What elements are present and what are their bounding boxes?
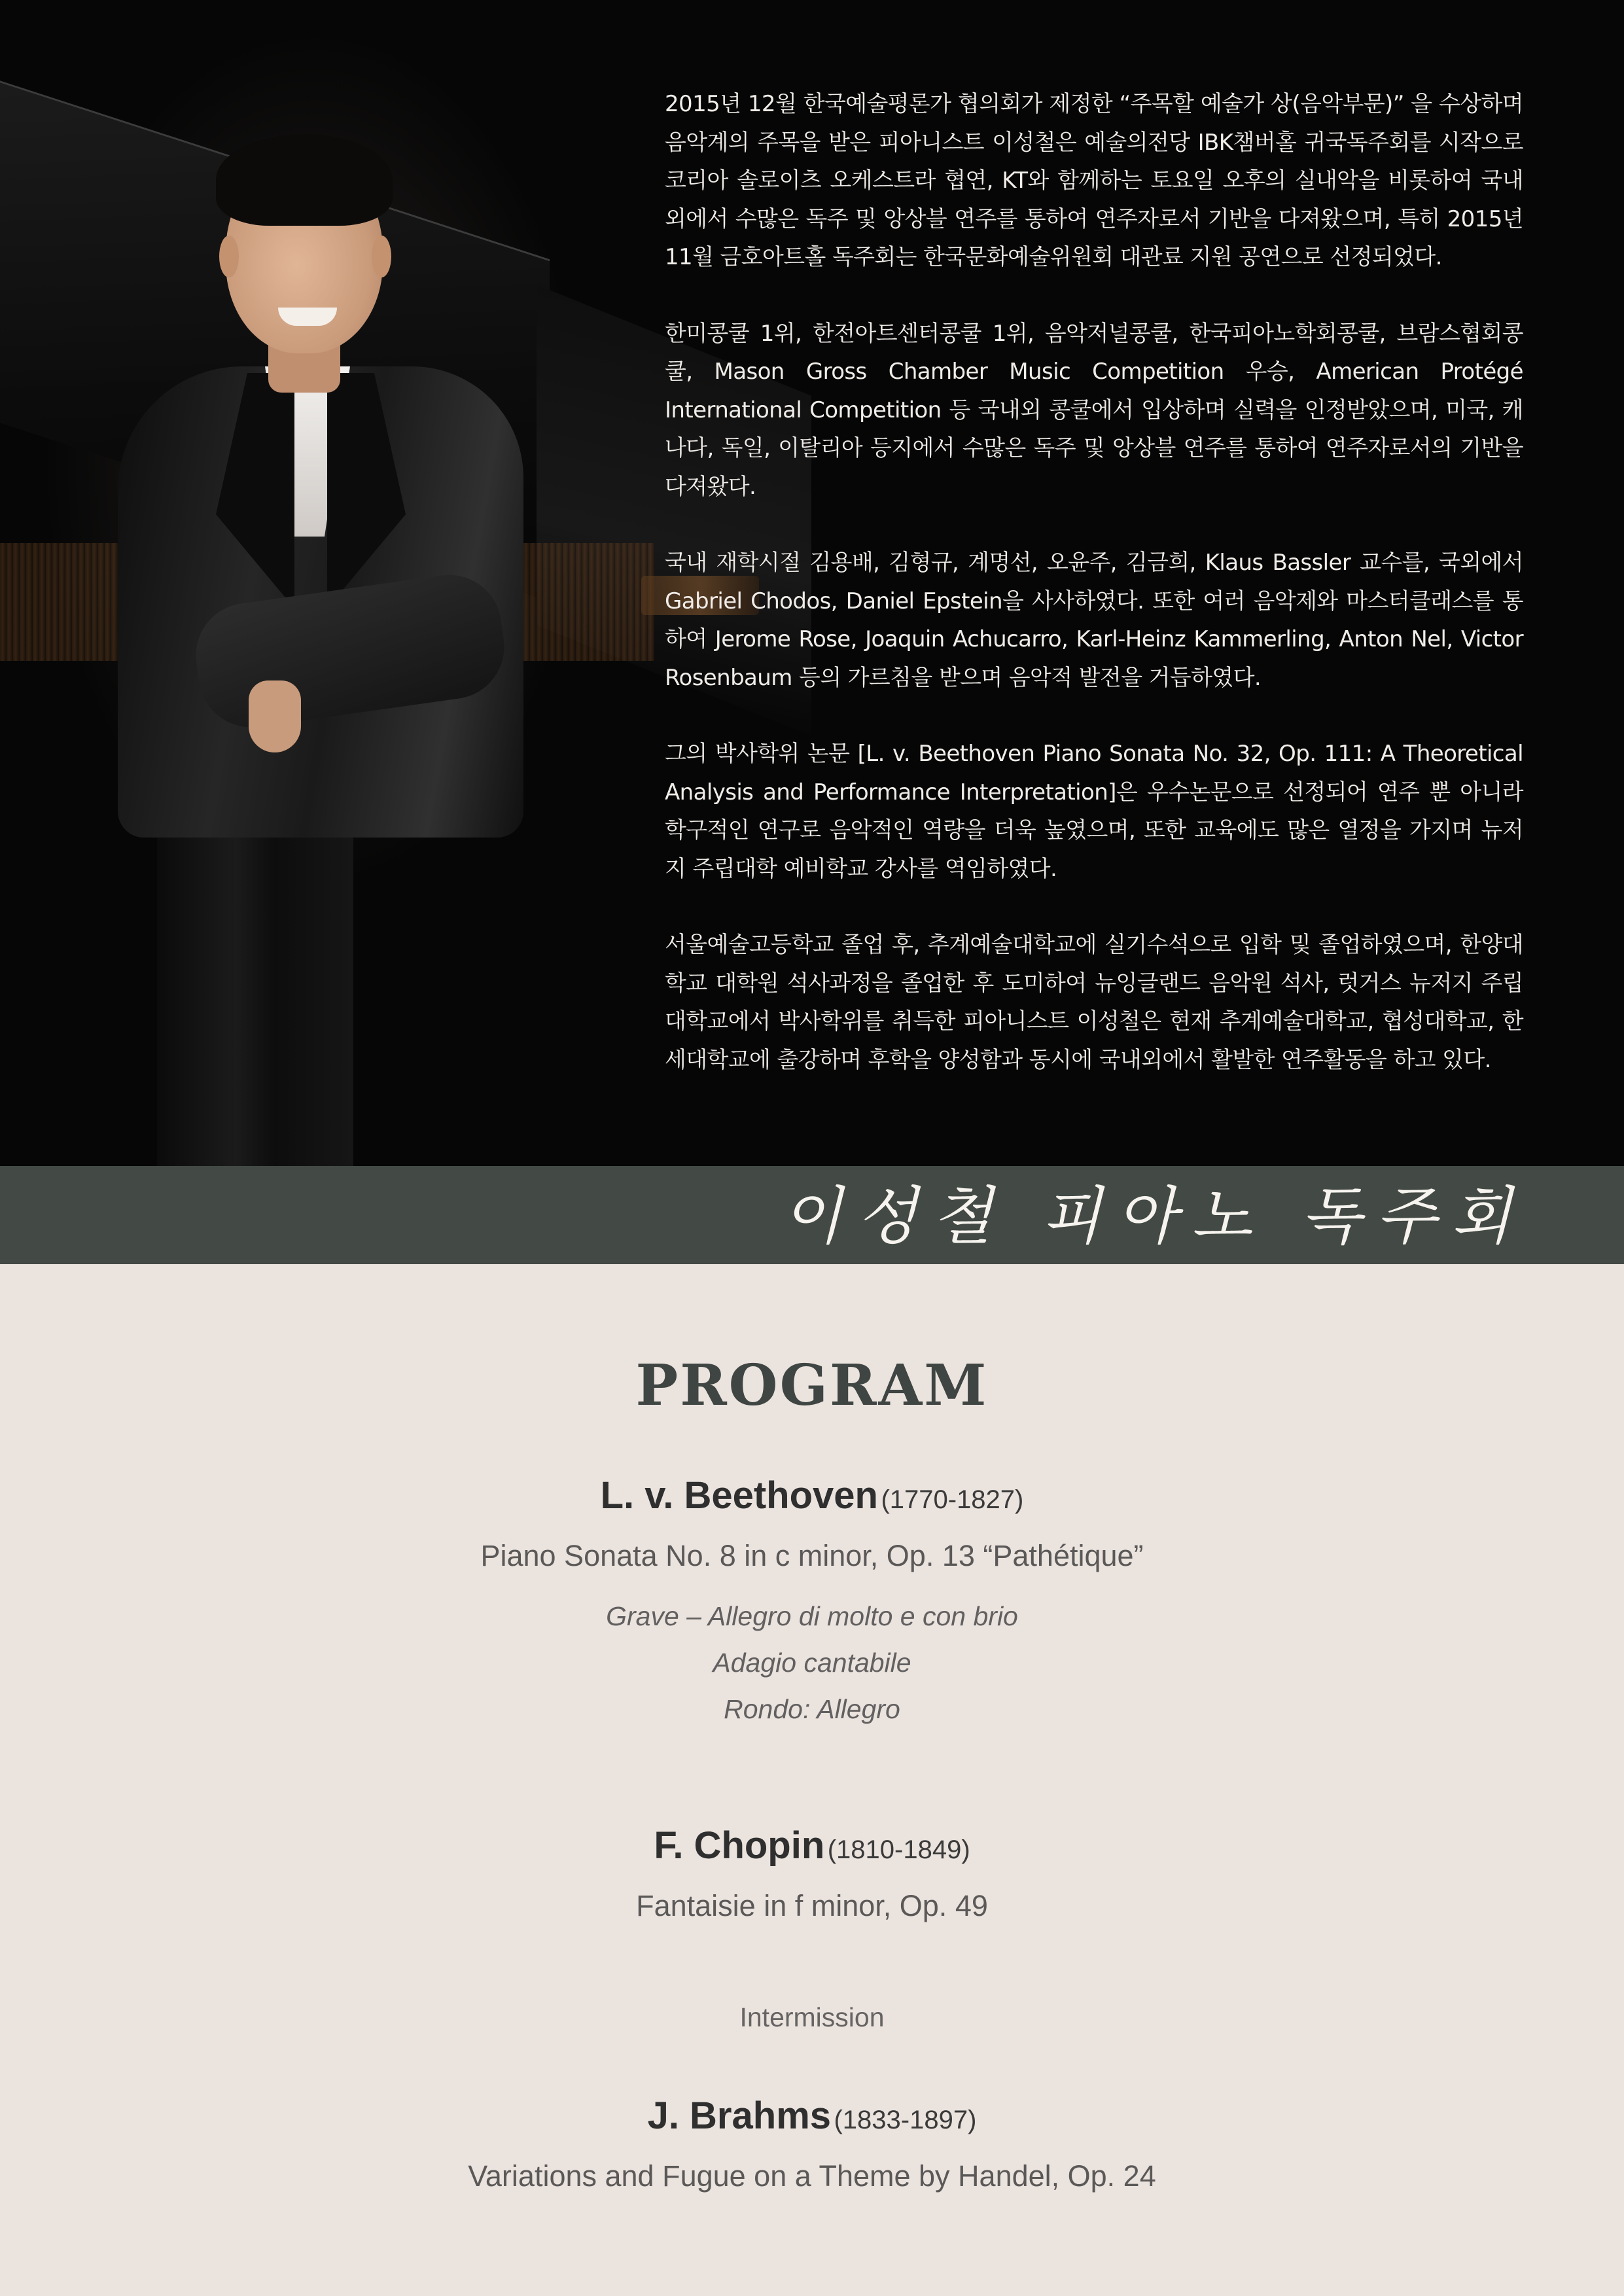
composer-name: F. Chopin [654,1824,825,1867]
composer-line-brahms [0,2094,1624,2138]
movement: Adagio cantabile [713,1648,911,1678]
composer-dates: (1770-1827) [881,1485,1024,1514]
pianist-ear-left [219,236,239,277]
pianist-hair [216,134,393,226]
movement: Rondo: Allegro [724,1694,900,1724]
bio-paragraph-competitions: 한미콩쿨 1위, 한전아트센터콩쿨 1위, 음악저널콩쿨, 한국피아노학회콩쿨, 브람스협회콩쿨, Mason Gross Chamber Music Competition 우승, American Protégé International Competition 등 국내외 콩쿨에서 입상하며 실력을 인정받았으며, 미국, 캐나다, 독일, 이탈리아 등지에서 수많은 독주 및 앙상블 연주를 통하여 연주자로서의 기반을 다져왔다. [665,320,1523,500]
recital-title: 이성철 피아노 독주회 [781,1180,1526,1253]
work-title: Variations and Fugue on a Theme by Handel, Op. 24 [468,2159,1156,2193]
program-section [0,1264,1624,2296]
biography [665,85,1523,1117]
composer-dates: (1810-1849) [827,1835,970,1864]
bio-paragraph-education: 서울예술고등학교 졸업 후, 추계예술대학교에 실기수석으로 입학 및 졸업하였으며, 한양대학교 대학원 석사과정을 졸업한 후 도미하여 뉴잉글랜드 음악원 석사, 럿거스 뉴저지 주립대학교에서 박사학위를 취득한 피아니스트 이성철은 현재 추계예술대학교, 협성대학교, 한세대학교에 출강하며 후학을 양성함과 동시에 국내외에서 활발한 연주활동을 하고 있다. [665,932,1523,1073]
composer-name: L. v. Beethoven [600,1474,878,1517]
pianist-smile [278,308,337,326]
pianist-photo [0,0,654,1166]
composer-line-beethoven [0,1474,1624,1517]
bio-paragraph-dissertation: 그의 박사학위 논문 [L. v. Beethoven Piano Sonata No. 32, Op. 111: A Theoretical Analysis and Performance Interpretation]은 우수논문으로 선정되어 연주 뿐 아니라 학구적인 연구로 음악적인 역량을 더욱 높였으며, 또한 교육에도 많은 열정을 가지며 뉴저지 주립대학 예비학교 강사를 역임하였다. [665,741,1523,882]
bio-paragraph-teachers: 국내 재학시절 김용배, 김형규, 계명선, 오윤주, 김금희, Klaus Bassler 교수를, 국외에서 Gabriel Chodos, Daniel Epstein을 사사하였다. 또한 여러 음악제와 마스터클래스를 통하여 Jerome Rose, Joaquin Achucarro, Karl-Heinz Kammerling, Anton Nel, Victor Rosenbaum 등의 가르침을 받으며 음악적 발전을 거듭하였다. [665,550,1523,691]
bio-paragraph-award: 2015년 12월 한국예술평론가 협의회가 제정한 “주목할 예술가 상(음악부문)” 을 수상하며 음악계의 주목을 받은 피아니스트 이성철은 예술의전당 IBK챔버홀 귀국독주회를 시작으로 코리아 솔로이츠 오케스트라 협연, KT와 함께하는 토요일 오후의 실내악을 비롯하여 국내외에서 수많은 독주 및 앙상블 연주를 통하여 연주자로서 기반을 다져왔으며, 특히 2015년 11월 금호아트홀 독주회는 한국문화예술위원회 대관료 지원 공연으로 선정되었다. [665,91,1523,270]
recital-title-banner [0,1166,1624,1264]
work-title: Fantaisie in f minor, Op. 49 [636,1889,988,1922]
program-heading: PROGRAM [635,1352,989,1419]
composer-line-chopin [0,1824,1624,1867]
pianist-hand [249,680,301,752]
movement: Grave – Allegro di molto e con brio [606,1601,1018,1631]
work-title: Piano Sonata No. 8 in c minor, Op. 13 “Pathétique” [480,1539,1144,1572]
pianist-ear-right [372,236,391,277]
intermission-label: Intermission [739,2002,885,2032]
composer-name: J. Brahms [647,2094,832,2137]
composer-dates: (1833-1897) [834,2106,977,2134]
